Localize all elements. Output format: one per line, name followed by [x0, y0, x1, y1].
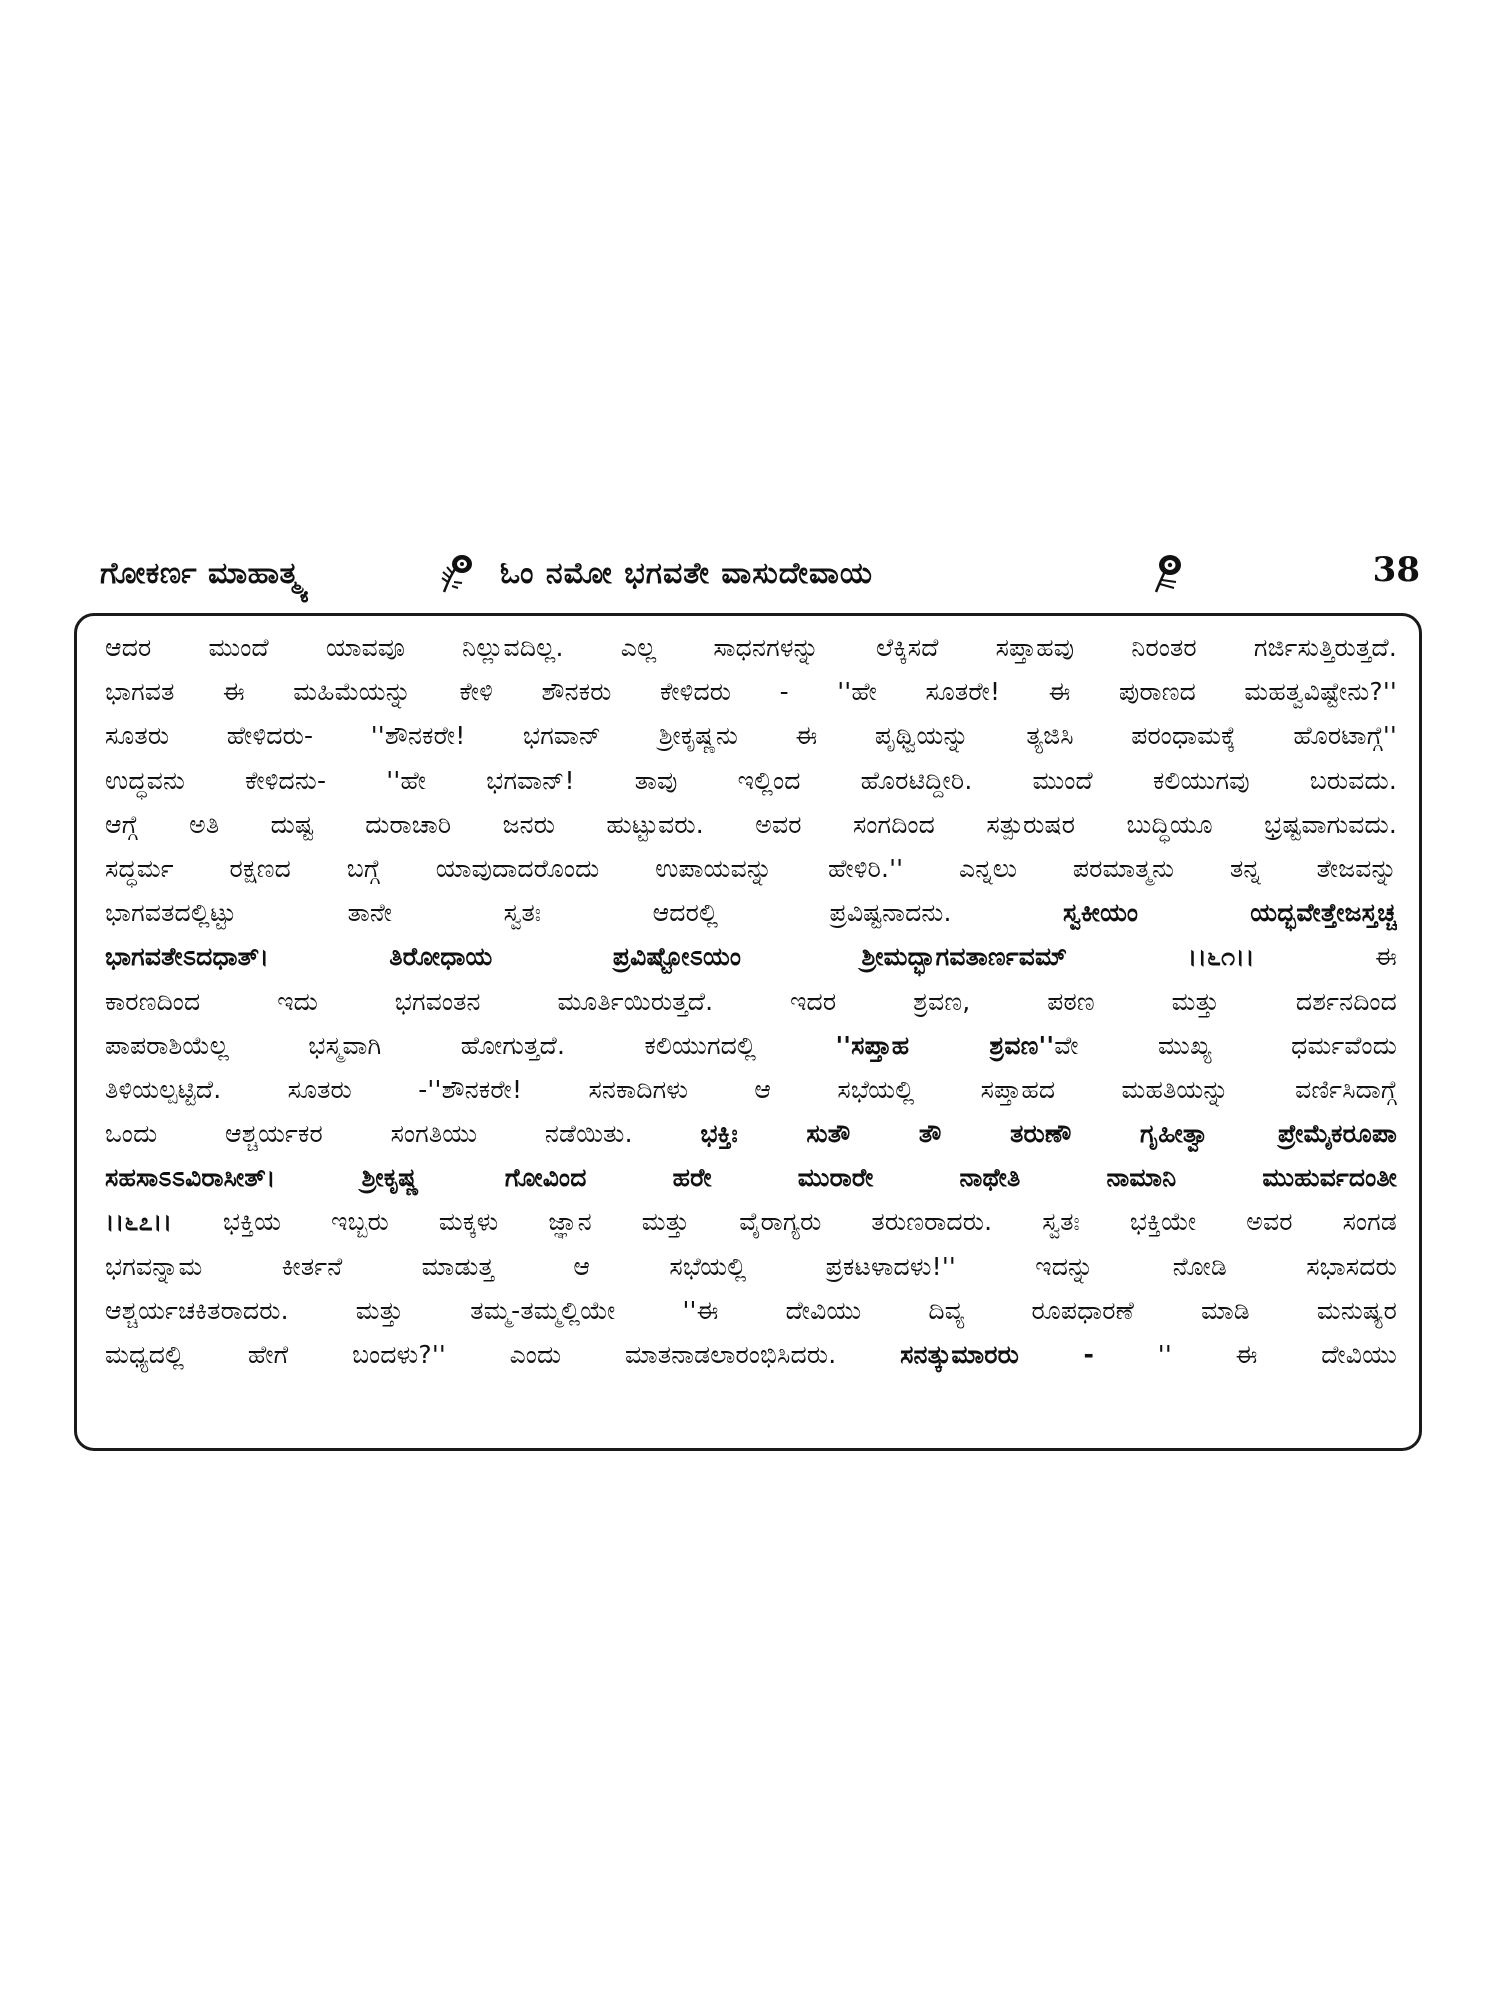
text-line — [105, 1245, 1397, 1289]
body-text: ಸೂತರು ಹೇಳಿದರು- ''ಶೌನಕರೇ! ಭಗವಾನ್ ಶ್ರೀಕೃಷ್ಣನು ಈ ಪೃಥ್ವಿಯನ್ನು ತ್ಯಜಿಸಿ ಪರಂಧಾಮಕ್ಕೆ ಹೊರಟಾಗ್ಗೆ'' — [105, 721, 1397, 751]
body-text: ಸದ್ಧರ್ಮ ರಕ್ಷಣದ ಬಗ್ಗೆ ಯಾವುದಾದರೊಂದು ಉಪಾಯವನ್ನು ಹೇಳಿರಿ.'' ಎನ್ನಲು ಪರಮಾತ್ಮನು ತನ್ನ ತೇಜವನ್ನು — [105, 853, 1397, 883]
text-line — [105, 1156, 1397, 1200]
body-text: ಕಾರಣದಿಂದ ಇದು ಭಗವಂತನ ಮೂರ್ತಿಯಿರುತ್ತದೆ. ಇದರ ಶ್ರವಣ, ಪಠಣ ಮತ್ತು ದರ್ಶನದಿಂದ — [105, 986, 1397, 1016]
header-mantra: ಓಂ ನಮೋ ಭಗವತೇ ವಾಸುದೇವಾಯ — [500, 556, 873, 591]
body-text: ಭಗವನ್ನಾಮ ಕೀರ್ತನೆ ಮಾಡುತ್ತ ಆ ಸಭೆಯಲ್ಲಿ ಪ್ರಕಟಳಾದಳು!'' ಇದನ್ನು ನೋಡಿ ಸಭಾಸದರು — [105, 1251, 1397, 1281]
peacock-feather-icon — [1148, 552, 1186, 596]
page-number: 38 — [1372, 550, 1420, 590]
body-text: ಭಾಗವತದಲ್ಲಿಟ್ಟು ತಾನೇ ಸ್ವತಃ ಆದರಲ್ಲಿ ಪ್ರವಿಷ್ಟನಾದನು. — [105, 898, 1064, 928]
body-text: ಒಂದು ಆಶ್ಚರ್ಯಕರ ಸಂಗತಿಯು ನಡೆಯಿತು. — [105, 1119, 701, 1149]
verse-text: ''ಸಪ್ತಾಹ ಶ್ರವಣ'' — [835, 1030, 1055, 1060]
body-text: ಪಾಪರಾಶಿಯೆಲ್ಲ ಭಸ್ಮವಾಗಿ ಹೋಗುತ್ತದೆ. ಕಲಿಯುಗದಲ್ಲಿ — [105, 1030, 836, 1060]
body-text: ಆಗ್ಗೆ ಅತಿ ದುಷ್ಟ ದುರಾಚಾರಿ ಜನರು ಹುಟ್ಟುವರು. ಅವರ ಸಂಗದಿಂದ ಸತ್ಪುರುಷರ ಬುದ್ಧಿಯೂ ಭ್ರಷ್ಟವಾಗುವದು. — [105, 809, 1397, 839]
text-line — [105, 1112, 1397, 1156]
body-text: ಉದ್ಧವನು ಕೇಳಿದನು- ''ಹೇ ಭಗವಾನ್! ತಾವು ಇಲ್ಲಿಂದ ಹೊರಟಿದ್ದೀರಿ. ಮುಂದೆ ಕಲಿಯುಗವು ಬರುವದು. — [105, 765, 1397, 795]
peacock-feather-icon — [438, 552, 476, 596]
verse-text: ಸ್ವಕೀಯಂ ಯದ್ಭವೇತ್ತೇಜಸ್ತಚ್ಚ — [1063, 898, 1397, 928]
verse-text: ।।೬೭।। — [105, 1207, 223, 1237]
text-line — [105, 980, 1397, 1024]
text-line — [105, 714, 1397, 758]
text-line — [105, 803, 1397, 847]
body-text: ಭಾಗವತ ಈ ಮಹಿಮೆಯನ್ನು ಕೇಳಿ ಶೌನಕರು ಕೇಳಿದರು - ''ಹೇ ಸೂತರೇ! ಈ ಪುರಾಣದ ಮಹತ್ವವಿಷ್ಟೇನು?'' — [105, 677, 1397, 707]
body-text: ತಿಳಿಯಲ್ಪಟ್ಟಿದೆ. ಸೂತರು -''ಶೌನಕರೇ! ಸನಕಾದಿಗಳು ಆ ಸಭೆಯಲ್ಲಿ ಸಪ್ತಾಹದ ಮಹತಿಯನ್ನು ವರ್ಣಿಸಿದಾಗ್ಗೆ — [105, 1074, 1397, 1104]
text-line — [105, 1068, 1397, 1112]
body-text: ಈ — [1375, 942, 1397, 972]
body-text: ಆದರ ಮುಂದೆ ಯಾವವೂ ನಿಲ್ಲುವದಿಲ್ಲ. ಎಲ್ಲ ಸಾಧನಗಳನ್ನು ಲೆಕ್ಕಿಸದೆ ಸಪ್ತಾಹವು ನಿರಂತರ ಗರ್ಜಿಸುತ್ತಿರುತ್ತದೆ. — [105, 633, 1397, 662]
verse-text: ಸನತ್ಕುಮಾರರು - — [900, 1340, 1095, 1369]
verse-text: ಭಾಗವತೇಽದಧಾತ್। ತಿರೋಧಾಯ ಪ್ರವಿಷ್ಟೋಽಯಂ ಶ್ರೀಮದ್ಭಾಗವತಾರ್ಣವಮ್ ।।೬೧।। — [105, 942, 1376, 972]
text-line — [105, 891, 1397, 935]
verse-text: ಸಹಸಾಽಽವಿರಾಸೀತ್। ಶ್ರೀಕೃಷ್ಣ ಗೋವಿಂದ ಹರೇ ಮುರಾರೇ ನಾಥೇತಿ ನಾಮಾನಿ ಮುಹುರ್ವದಂತೀ — [105, 1163, 1397, 1193]
text-line — [105, 626, 1397, 670]
body-text: ಮಧ್ಯದಲ್ಲಿ ಹೇಗೆ ಬಂದಳು?'' ಎಂದು ಮಾತನಾಡಲಾರಂಭಿಸಿದರು. — [105, 1340, 901, 1369]
body-text: ಭಕ್ತಿಯ ಇಬ್ಬರು ಮಕ್ಕಳು ಜ್ಞಾನ ಮತ್ತು ವೈರಾಗ್ಯರು ತರುಣರಾದರು. ಸ್ವತಃ ಭಕ್ತಿಯೇ ಅವರ ಸಂಗಡ — [222, 1207, 1397, 1237]
text-frame — [74, 613, 1422, 1451]
body-text: ಆಶ್ಚರ್ಯಚಕಿತರಾದರು. ಮತ್ತು ತಮ್ಮ-ತಮ್ಮಲ್ಲಿಯೇ ''ಈ ದೇವಿಯು ದಿವ್ಯ ರೂಪಧಾರಣೆ ಮಾಡಿ ಮನುಷ್ಯರ — [105, 1295, 1397, 1325]
body-text: '' ಈ ದೇವಿಯು — [1094, 1340, 1397, 1369]
text-line — [105, 1289, 1397, 1333]
body-text: ವೇ ಮುಖ್ಯ ಧರ್ಮವೆಂದು — [1054, 1030, 1397, 1060]
text-line — [105, 847, 1397, 891]
text-line — [105, 935, 1397, 979]
text-line — [105, 1333, 1397, 1377]
text-line — [105, 759, 1397, 803]
text-line — [105, 1024, 1397, 1068]
page-header — [100, 548, 1420, 608]
text-line — [105, 670, 1397, 714]
text-line — [105, 1200, 1397, 1244]
verse-text: ಭಕ್ತಿಃ ಸುತೌ ತೌ ತರುಣೌ ಗೃಹೀತ್ವಾ ಪ್ರೇಮೈಕರೂಪಾ — [700, 1119, 1397, 1149]
book-title: ಗೋಕರ್ಣ ಮಾಹಾತ್ಮ್ಯ — [100, 556, 306, 591]
